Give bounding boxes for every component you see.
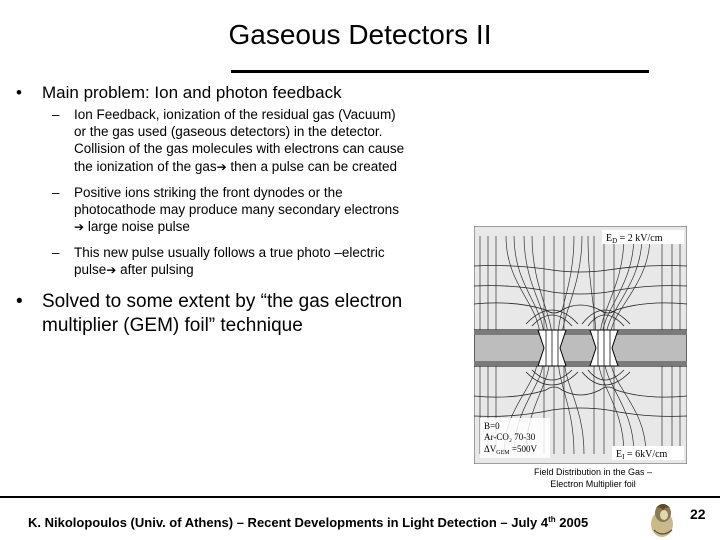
figure-label-bottom-value: = 6kV/cm <box>624 449 668 460</box>
athena-logo-icon <box>648 500 676 538</box>
arrow-right-icon: ➔ <box>106 263 117 278</box>
figure-param-voltage: =500V <box>509 444 537 454</box>
figure-param-gas: Ar-CO₂ 70-30 <box>484 432 536 442</box>
title-underline <box>231 70 649 73</box>
sub-item-line: the ionization of the gas <box>74 158 217 174</box>
figure-label-top-value: = 2 kV/cm <box>617 233 663 244</box>
sub-item-line: photocathode may produce many secondary electrons <box>74 202 399 218</box>
sub-item-line: Collision of the gas molecules with electrons can cause <box>74 141 405 157</box>
sub-item-line: This new pulse usually follows a true photo –electric <box>74 245 385 260</box>
arrow-right-icon: ➔ <box>74 220 85 235</box>
figure-label-bottom: E <box>616 449 623 460</box>
footer-text <box>28 512 588 531</box>
slide-title: Gaseous Detectors II <box>228 19 492 50</box>
gem-field-distribution-figure <box>474 226 687 464</box>
figure-caption-line: Electron Multiplier foil <box>550 479 636 489</box>
sub-item-line: large noise pulse <box>84 219 190 235</box>
sub-item-line: pulse <box>74 262 107 278</box>
figure-label-top-sub: D <box>612 237 618 245</box>
figure-label-bottom-sub: I <box>622 453 625 461</box>
figure-caption <box>474 466 712 490</box>
dash-mark: – <box>52 107 60 122</box>
dash-mark: – <box>52 185 60 200</box>
figure-caption-line: Field Distribution in the Gas – <box>533 467 653 477</box>
arrow-right-icon: ➔ <box>216 159 227 174</box>
svg-text:EI = 6kV/cm <box>616 449 668 461</box>
bullet-mark: • <box>16 291 23 312</box>
sub-item-line: Ion Feedback, ionization of the residual gas (Vacuum) <box>74 107 396 122</box>
bullet-text: multiplier (GEM) foil” technique <box>42 315 303 336</box>
sub-item-line: Positive ions striking the front dynodes or the <box>74 185 343 200</box>
bullet-mark: • <box>16 83 22 102</box>
figure-param-dv: ΔV <box>484 444 497 454</box>
dash-mark: – <box>52 245 60 260</box>
sub-item-line: then a pulse can be created <box>226 158 398 174</box>
figure-label-top: E <box>606 233 613 244</box>
figure-param-b: B=0 <box>484 421 500 431</box>
footer-rule <box>0 496 720 498</box>
footer-text-main: K. Nikolopoulos (Univ. of Athens) – Recent Developments in Light Detection – July 4 <box>28 515 549 530</box>
page-number: 22 <box>690 506 706 522</box>
bullet-text: Solved to some extent by “the gas electron <box>42 291 403 312</box>
footer-text-sup: th <box>548 515 556 524</box>
footer-text-year: 2005 <box>555 515 589 530</box>
sub-item-line: or the gas used (gaseous detectors) in the detector. <box>74 124 383 140</box>
figure-param-gem: GEM <box>496 450 510 456</box>
bullet-text: Main problem: Ion and photon feedback <box>42 83 342 102</box>
sub-item-line: after pulsing <box>116 262 194 278</box>
